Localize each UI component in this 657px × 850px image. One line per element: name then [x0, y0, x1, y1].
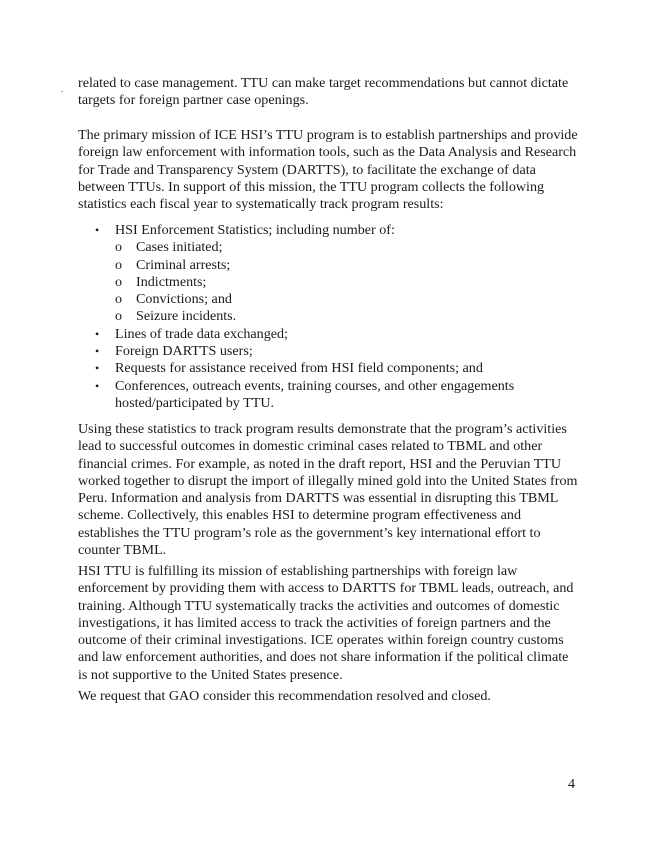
list-item-text: Lines of trade data exchanged; — [115, 325, 288, 342]
list-item-text: Requests for assistance received from HSI field components; and — [115, 360, 483, 377]
paragraph-continuation: related to case management. TTU can make target recommendations but cannot dictate targets for foreign partner case openings. — [78, 75, 569, 109]
sub-list-item — [115, 291, 573, 308]
sub-bullet-icon: o — [115, 256, 123, 273]
paragraph-request: We request that GAO consider this recommendation resolved and closed. — [78, 688, 491, 704]
sub-list-item-text: Convictions; and — [136, 291, 232, 308]
sub-list-item — [115, 239, 573, 256]
sub-list-item-text: Cases initiated; — [136, 239, 223, 256]
page-number: 4 — [568, 776, 576, 792]
list-item — [93, 222, 573, 326]
sub-list-item-text: Criminal arrests; — [136, 256, 231, 273]
bullet-icon: • — [95, 378, 100, 393]
bullet-icon: • — [95, 223, 100, 237]
stray-mark: . — [61, 84, 64, 94]
sub-bullet-icon: o — [115, 273, 123, 290]
sub-list — [115, 239, 573, 325]
sub-list-item — [115, 308, 573, 325]
statistics-list — [93, 222, 573, 412]
bullet-icon: • — [95, 344, 100, 359]
paragraph-mission: The primary mission of ICE HSI’s TTU program is to establish partnerships and provide foreign law enforcement with information tools, such as the Data Analysis and Research for Trade and Transparency System (DARTTS), to facilitate the exchange of data between TTUs. In support of this mission, the TTU program collects the following statistics each fiscal year to systematically track program results: — [78, 127, 578, 213]
bullet-icon: • — [95, 326, 100, 341]
list-item-text-line-1: Conferences, outreach events, training courses, and other engagements — [115, 377, 515, 394]
list-item-text-line-2: hosted/participated by TTU. — [115, 394, 275, 411]
sub-bullet-icon: o — [115, 239, 123, 256]
list-item-text: Foreign DARTTS users; — [115, 343, 253, 360]
list-item — [93, 326, 573, 343]
bullet-icon: • — [95, 361, 100, 376]
paragraph-results: Using these statistics to track program results demonstrate that the program’s activities lead to successful outcomes in domestic criminal cases related to TBML and other financial crimes. For example, as noted in the draft report, HSI and the Peruvian TTU worked together to disrupt the import of illegally mined gold into the United States from Peru. Information and analysis from DARTTS was essential in disrupting this TBML scheme. Collectively, this enables HSI to determine program effectiveness and establishes the TTU program’s role as the government’s key international effort to counter TBML. — [78, 421, 578, 559]
sub-list-item-text: Seizure incidents. — [136, 308, 237, 325]
sub-list-item-text: Indictments; — [136, 273, 207, 290]
list-item — [93, 343, 573, 360]
paragraph-partnerships: HSI TTU is fulfilling its mission of establishing partnerships with foreign law enforcement by providing them with access to DARTTS for TBML leads, outreach, and training. Although TTU systematically tracks the activities and outcomes of domestic investigations, it has limited access to track the activities of foreign partners and the outcome of their criminal investigations. ICE operates within foreign country customs and law enforcement authorities, and does not share information if the political climate is not supportive to the United States presence. — [78, 563, 574, 683]
sub-bullet-icon: o — [115, 291, 123, 308]
sub-list-item — [115, 257, 573, 274]
sub-list-item — [115, 274, 573, 291]
list-item — [93, 360, 573, 377]
sub-bullet-icon: o — [115, 308, 123, 325]
list-item-text: HSI Enforcement Statistics; including number of: — [115, 222, 395, 238]
list-item — [93, 378, 573, 413]
